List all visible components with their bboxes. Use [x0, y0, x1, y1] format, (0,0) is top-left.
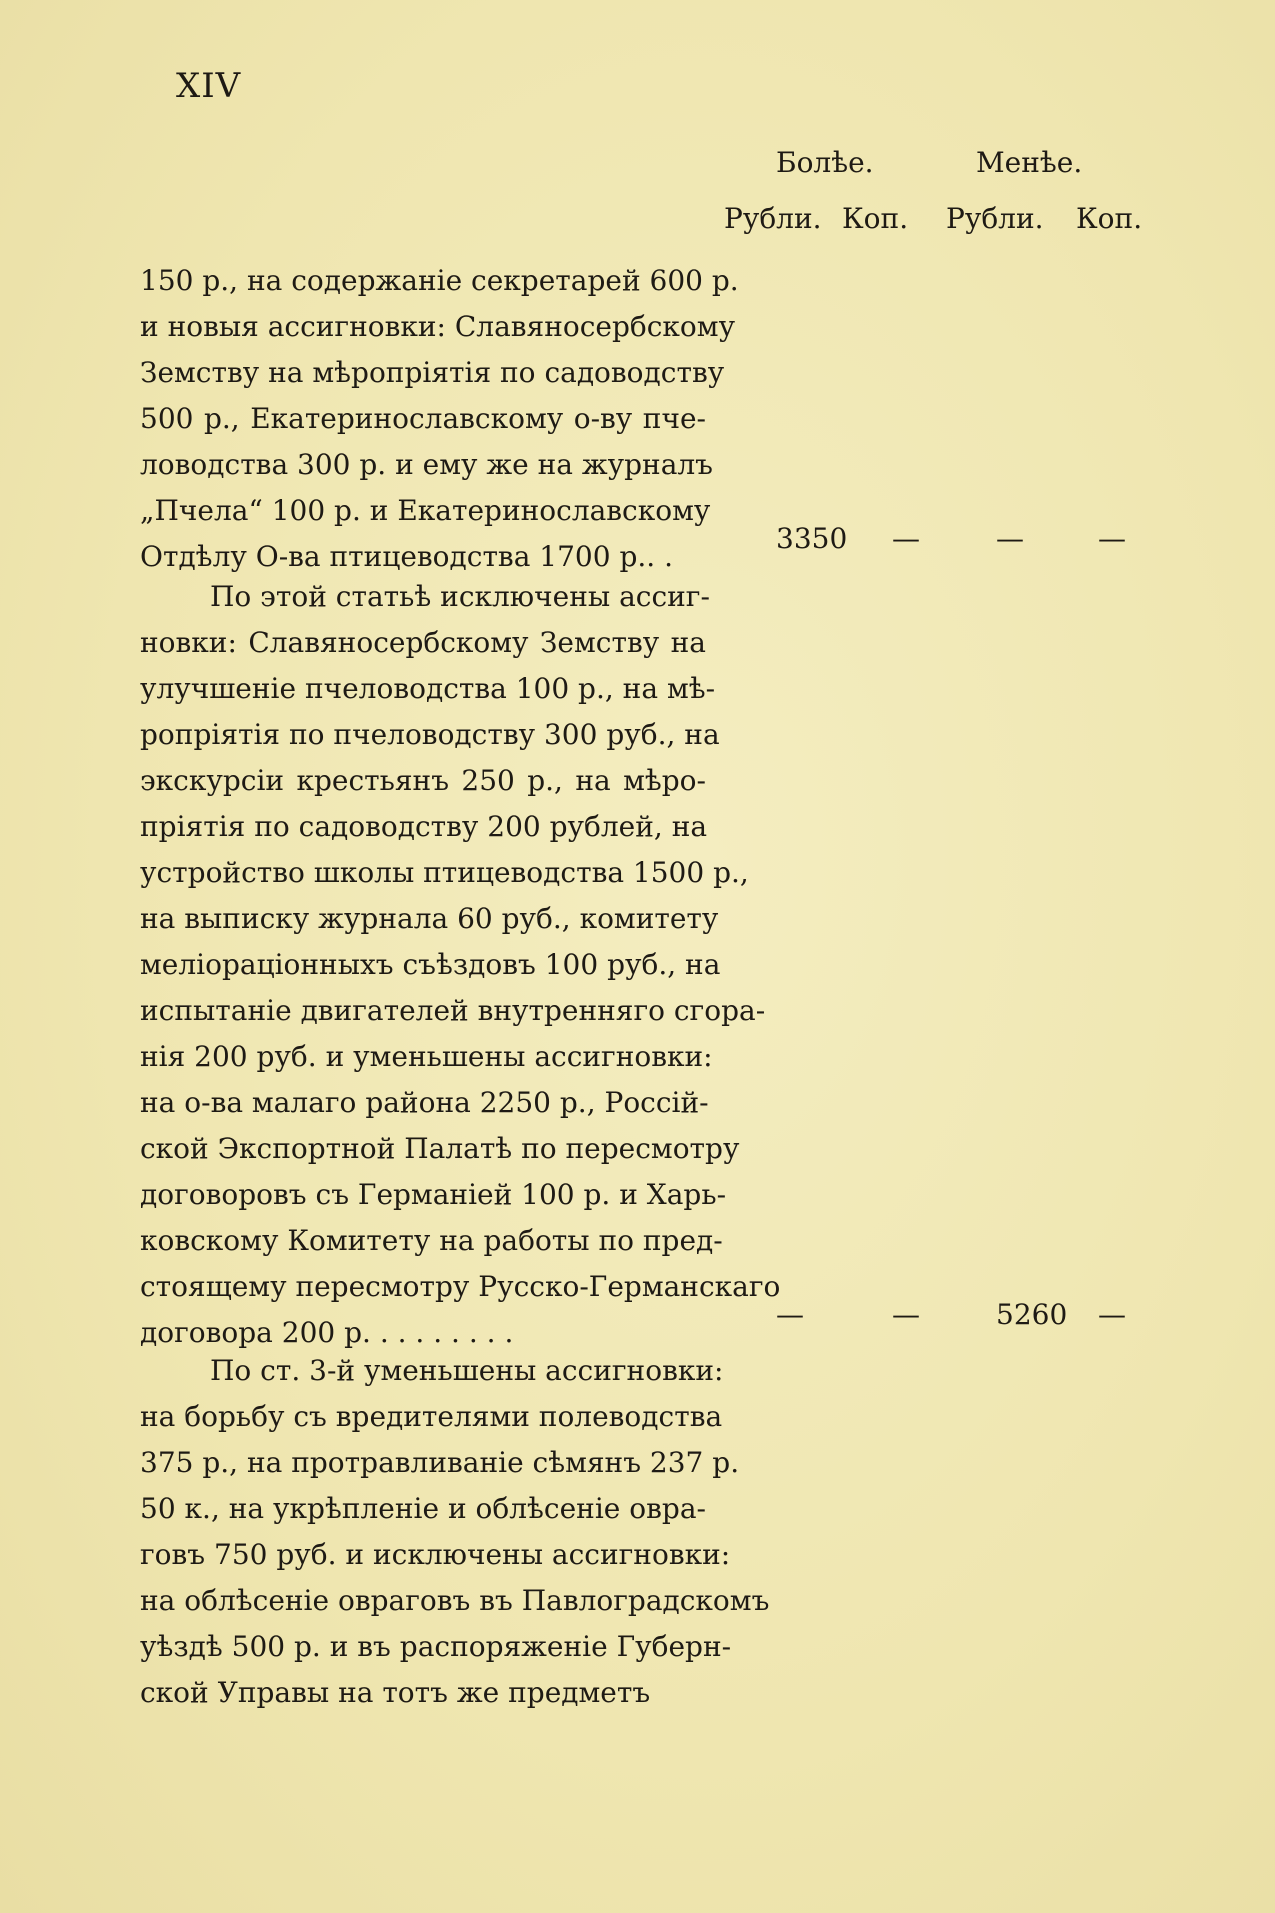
text-line: говъ 750 руб. и исключены ассигновки: [140, 1538, 731, 1571]
text-line: на облѣсеніе овраговъ въ Павлоградскомъ [140, 1584, 770, 1617]
text-line: 150 р., на содержаніе секретарей 600 р. [140, 264, 739, 297]
text-line: экскурсіи крестьянъ 250 р., на мѣро- [140, 764, 706, 797]
text-line: устройство школы птицеводства 1500 р., [140, 856, 749, 889]
text-line: испытаніе двигателей внутренняго сгора- [140, 994, 766, 1027]
text-line: По этой статьѣ исключены ассиг- [210, 580, 710, 613]
text-line: договоровъ съ Германіей 100 р. и Харь- [140, 1178, 727, 1211]
column-header-rubles-more: Рубли. [724, 202, 822, 235]
text-line: меліораціонныхъ съѣздовъ 100 руб., на [140, 948, 721, 981]
page-number: XIV [176, 66, 242, 106]
text-line: 500 р., Екатеринославскому о-ву пче- [140, 402, 706, 435]
row2-less-rubles: 5260 [996, 1298, 1068, 1331]
text-line: ской Управы на тотъ же предметъ [140, 1676, 651, 1709]
row1-less-kop: — [1098, 522, 1126, 555]
text-line: новки: Славяносербскому Земству на [140, 626, 706, 659]
text-line: Земству на мѣропріятія по садоводству [140, 356, 725, 389]
text-line: стоящему пересмотру Русско-Германскаго [140, 1270, 781, 1303]
text-line: „Пчела“ 100 р. и Екатеринославскому [140, 494, 711, 527]
row2-more-kop: — [892, 1298, 920, 1331]
column-header-less: Менѣе. [976, 146, 1083, 179]
text-line: на о-ва малаго района 2250 р., Россій- [140, 1086, 709, 1119]
text-line: на борьбу съ вредителями полеводства [140, 1400, 723, 1433]
text-line: договора 200 р. . . . . . . . . [140, 1316, 514, 1349]
text-line: пріятія по садоводству 200 рублей, на [140, 810, 708, 843]
row1-more-kop: — [892, 522, 920, 555]
text-line: нія 200 руб. и уменьшены ассигновки: [140, 1040, 713, 1073]
column-header-kop-less: Коп. [1076, 202, 1143, 235]
text-line: и новыя ассигновки: Славяносербскому [140, 310, 736, 343]
column-header-rubles-less: Рубли. [946, 202, 1044, 235]
paragraph-3 [140, 1348, 770, 1716]
text-line: ловодства 300 р. и ему же на журналъ [140, 448, 713, 481]
paragraph-2 [140, 574, 781, 1356]
row1-more-rubles: 3350 [776, 522, 848, 555]
text-line: Отдѣлу О-ва птицеводства 1700 р.. . [140, 540, 673, 573]
row1-less-rubles: — [996, 522, 1024, 555]
text-line: уѣздѣ 500 р. и въ распоряженіе Губерн- [140, 1630, 732, 1663]
text-line: По ст. 3-й уменьшены ассигновки: [210, 1354, 724, 1387]
column-header-kop-more: Коп. [842, 202, 909, 235]
text-line: ковскому Комитету на работы по пред- [140, 1224, 723, 1257]
text-line: ропріятія по пчеловодству 300 руб., на [140, 718, 720, 751]
text-line: ской Экспортной Палатѣ по пересмотру [140, 1132, 740, 1165]
text-line: улучшеніе пчеловодства 100 р., на мѣ- [140, 672, 716, 705]
row2-more-rubles: — [776, 1298, 804, 1331]
text-line: на выписку журнала 60 руб., комитету [140, 902, 719, 935]
text-line: 50 к., на укрѣпленіе и облѣсеніе овра- [140, 1492, 706, 1525]
paragraph-1 [140, 258, 739, 580]
text-line: 375 р., на протравливаніе сѣмянъ 237 р. [140, 1446, 740, 1479]
row2-less-kop: — [1098, 1298, 1126, 1331]
column-header-more: Болѣе. [776, 146, 874, 179]
